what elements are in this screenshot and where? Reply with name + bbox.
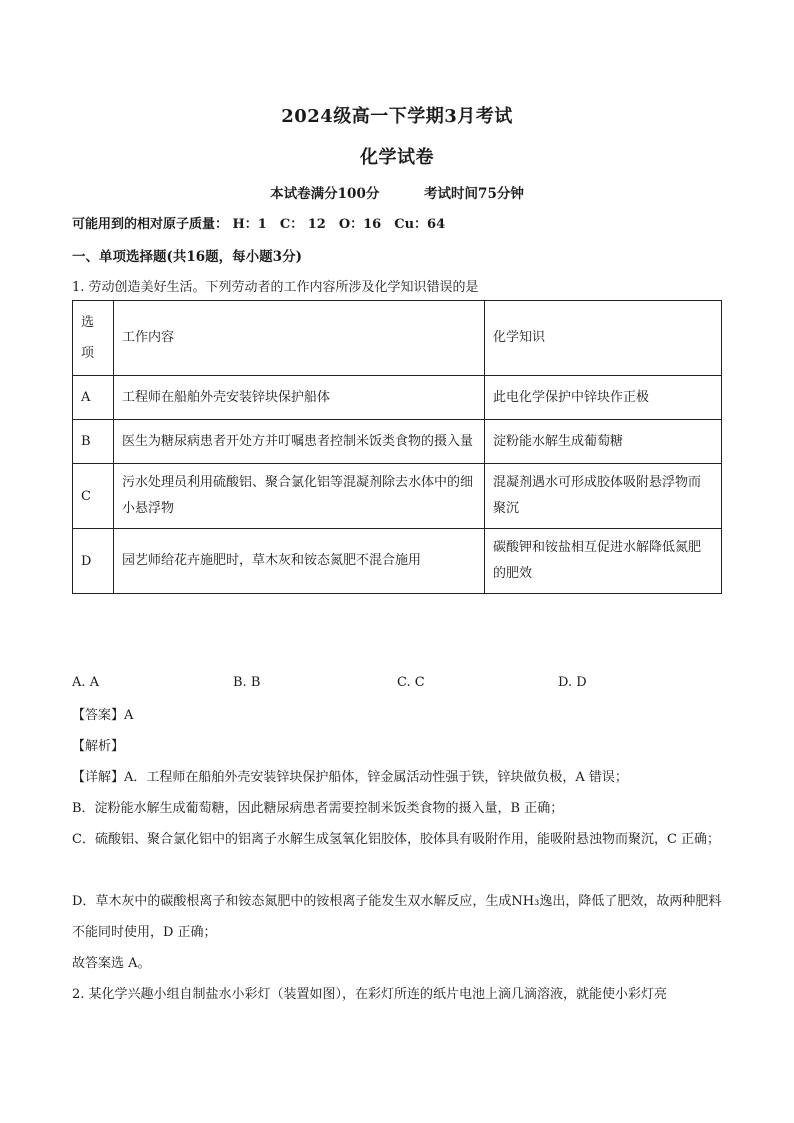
table-cell-knowledge: 此电化学保护中锌块作正极 [485, 376, 722, 420]
table-cell-work: 污水处理员利用硫酸铝、聚合氯化铝等混凝剂除去水体中的细小悬浮物 [114, 464, 485, 529]
analysis-line-a: 【详解】A．工程师在船舶外壳安装锌块保护船体，锌金属活动性强于铁，锌块做负极，A 错误； [72, 770, 628, 785]
table-cell-option: A [73, 376, 114, 420]
table-cell-option: D [73, 529, 114, 594]
table-cell-knowledge: 混凝剂遇水可形成胶体吸附悬浮物而聚沉 [485, 464, 722, 529]
table-header-knowledge: 化学知识 [485, 301, 722, 376]
table-row [73, 464, 722, 529]
choice-a[interactable]: A. A [72, 675, 100, 690]
table-header-option: 选项 [73, 301, 114, 376]
table-row [73, 529, 722, 594]
analysis-conclusion: 故答案选 A。 [72, 956, 151, 971]
section-title: 一、单项选择题(共16题，每小题3分) [72, 249, 302, 265]
analysis-line-d: D．草木灰中的碳酸根离子和铵态氮肥中的铵根离子能发生双水解反应，生成NH₃逸出，降低了肥效，故两种肥料不能同时使用，D 正确； [72, 894, 722, 940]
table-cell-work: 医生为糖尿病患者开处方并叮嘱患者控制米饭类食物的摄入量 [114, 420, 485, 464]
question-1-stem: 1. 劳动创造美好生活。下列劳动者的工作内容所涉及化学知识错误的是 [72, 280, 479, 295]
choice-c[interactable]: C. C [397, 675, 425, 690]
exam-meta [0, 182, 794, 202]
exam-subtitle: 化学试卷 [360, 147, 434, 168]
table-cell-option: B [73, 420, 114, 464]
table-cell-knowledge: 碳酸钾和铵盐相互促进水解降低氮肥的肥效 [485, 529, 722, 594]
table-cell-option: C [73, 464, 114, 529]
answer-line: 【答案】A [72, 708, 134, 723]
table-row [73, 376, 722, 420]
analysis-label: 【解析】 [72, 739, 125, 754]
table-cell-work: 工程师在船舶外壳安装锌块保护船体 [114, 376, 485, 420]
choice-d[interactable]: D. D [558, 675, 587, 690]
table-header-row [73, 301, 722, 376]
question-1-table [72, 300, 722, 594]
choice-b[interactable]: B. B [233, 675, 261, 690]
table-row [73, 420, 722, 464]
table-cell-knowledge: 淀粉能水解生成葡萄糖 [485, 420, 722, 464]
question-2-stem: 2. 某化学兴趣小组自制盐水小彩灯（装置如图），在彩灯所连的纸片电池上滴几滴溶液，就能使小彩灯亮 [72, 987, 668, 1002]
table-cell-work: 园艺师给花卉施肥时，草木灰和铵态氮肥不混合施用 [114, 529, 485, 594]
table-header-work: 工作内容 [114, 301, 485, 376]
score-info: 本试卷满分100分 [270, 186, 380, 202]
time-info: 考试时间75分钟 [424, 186, 524, 202]
exam-title: 2024级高一下学期3月考试 [281, 106, 513, 127]
atomic-masses: 可能用到的相对原子质量： H：1 C： 12 O：16 Cu：64 [72, 217, 446, 232]
analysis-line-b: B．淀粉能水解生成葡萄糖，因此糖尿病患者需要控制米饭类食物的摄入量，B 正确； [72, 801, 564, 816]
analysis-line-c: C．硫酸铝、聚合氯化铝中的铝离子水解生成氢氧化铝胶体，胶体具有吸附作用，能吸附悬浊物而聚沉，C 正确； [72, 832, 721, 847]
